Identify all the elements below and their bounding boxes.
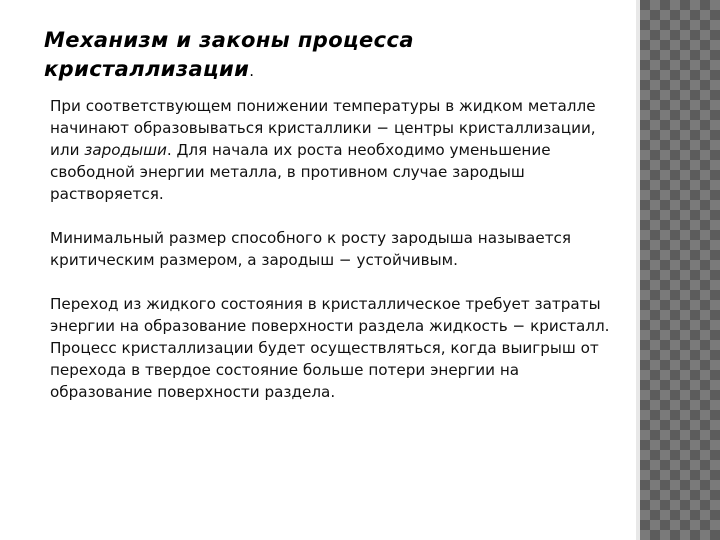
slide-title-dot: . bbox=[249, 62, 255, 80]
paragraph-nuclei-dot: . bbox=[166, 141, 172, 159]
slide-title bbox=[44, 26, 604, 86]
paragraph-energy: Переход из жидкого состояния в кристаллическое требует затраты энергии на образование поверхности раздела жидкость − кристалл. Процесс кристаллизации будет осуществляться, когда выигрыш от перехода в твердое состояние больше потери энергии на образование поверхности раздела. bbox=[50, 295, 610, 401]
slide-title-text: Механизм и законы процесса кристаллизации bbox=[44, 28, 414, 81]
term-nuclei: зародыши bbox=[84, 141, 167, 159]
side-decorative-pattern bbox=[640, 0, 720, 540]
slide-body bbox=[50, 95, 610, 403]
paragraph-critical-size: Минимальный размер способного к росту зародыша называется критическим размером, а зародыш − устойчивым. bbox=[50, 229, 572, 269]
paragraph-nuclei-start: При соответствующем понижении температуры в жидком металле начинают образовываться кристаллики − центры кристаллизации, или bbox=[50, 97, 596, 159]
paragraph-nuclei bbox=[50, 95, 610, 205]
paragraph-nuclei-end: Для начала их роста необходимо уменьшение свободной энергии металла, в противном случае зародыш растворяется. bbox=[50, 141, 551, 203]
